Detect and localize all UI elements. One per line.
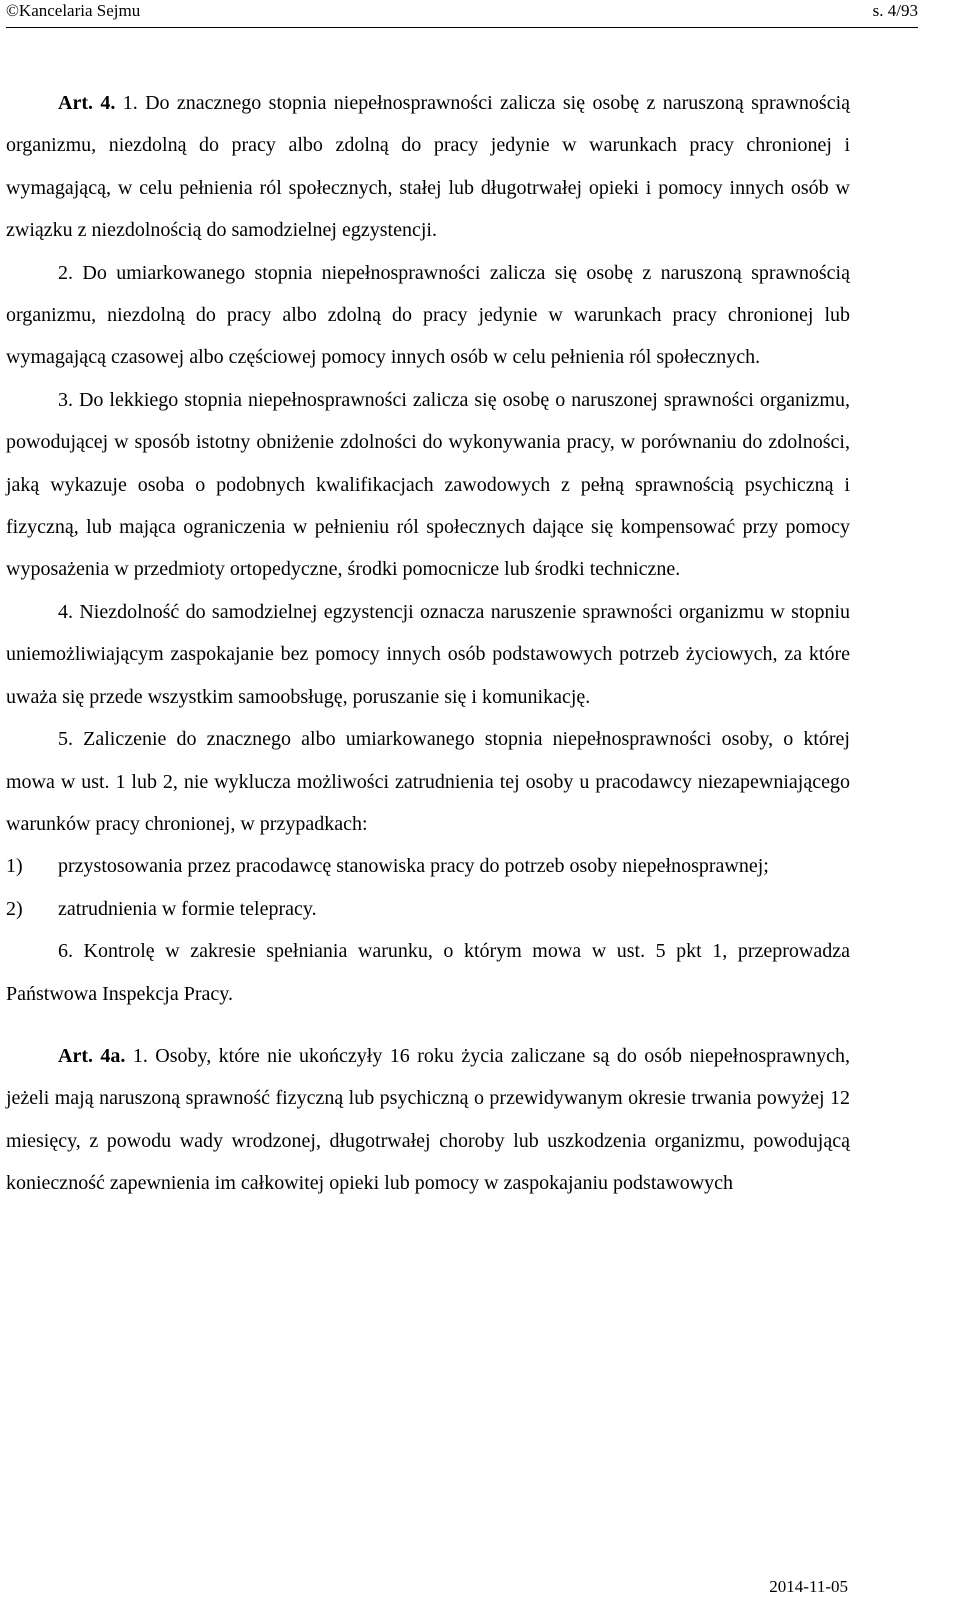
art4-paragraph-1 [6,82,850,252]
list-item-text: przystosowania przez pracodawcę stanowiska pracy do potrzeb osoby niepełnosprawnej; [58,855,769,878]
footer-date: 2014-11-05 [769,1577,848,1596]
list-item [6,888,850,930]
header-page-number: s. 4/93 [872,1,918,20]
art4a-label: Art. 4a. [58,1044,126,1067]
art4-paragraph-2: 2. Do umiarkowanego stopnia niepełnosprawności zalicza się osobę z naruszoną sprawnością organizmu, niezdolną do pracy albo zdolną do pracy jedynie w warunkach pracy chronionej lub wymagającą czasowej albo częściowej pomocy innych osób w celu pełnienia ról społecznych. [6,261,850,369]
document-body [6,82,850,1205]
art4-p1-number: 1. [122,92,138,114]
art4a-paragraph-1 [6,1035,850,1205]
art4-p1-text: Do znacznego stopnia niepełnosprawności zalicza się osobę z naruszoną sprawnością organizmu, niezdolną do pracy albo zdolną do pracy jedynie w warunkach pracy chronionej i wymagającą, w celu pełnienia ról społecznych, stałej lub długotrwałej opieki i pomocy innych osób w związku z niezdolnością do samodzielnej egzystencji. [6,92,851,242]
art4a-p1-text: 1. Osoby, które nie ukończyły 16 roku życia zaliczane są do osób niepełnosprawnych, jeżeli mają naruszoną sprawność fizyczną lub psychiczną o przewidywanym okresie trwania powyżej 12 miesięcy, z powodu wady wrodzonej, długotrwałej choroby lub uszkodzenia organizmu, powodującą konieczność zapewnienia im całkowitej opieki lub pomocy w zaspokajaniu podstawowych [6,1044,850,1195]
header-copyright: ©Kancelaria Sejmu [6,1,141,20]
list-item-text: zatrudnienia w formie telepracy. [58,897,317,920]
list-item [6,845,850,887]
art4-paragraph-3: 3. Do lekkiego stopnia niepełnosprawności zalicza się osobę o naruszonej sprawności organizmu, powodującej w sposób istotny obniżenie zdolności do wykonywania pracy, w porównaniu do zdolności, jaką wykazuje osoba o podobnych kwalifikacjach zawodowych z pełną sprawnością psychiczną i fizyczną, lub mająca ograniczenia w pełnieniu ról społecznych dające się kompensować przy pomocy wyposażenia w przedmioty ortopedyczne, środki pomocnicze lub środki techniczne. [6,388,850,581]
art4-label: Art. 4. [58,92,116,114]
art4-paragraph-4: 4. Niezdolność do samodzielnej egzystencji oznacza naruszenie sprawności organizmu w stopniu uniemożliwiającym zaspokajanie bez pomocy innych osób podstawowych potrzeb życiowych, za które uważa się przede wszystkim samoobsługę, poruszanie się i komunikację. [6,600,850,708]
page-header [6,0,918,26]
header-divider [6,27,918,28]
art4-paragraph-6: 6. Kontrolę w zakresie spełniania warunku, o którym mowa w ust. 5 pkt 1, przeprowadza Państwowa Inspekcja Pracy. [6,940,850,1005]
list-item-number: 2) [6,897,23,920]
art4-paragraph-5: 5. Zaliczenie do znacznego albo umiarkowanego stopnia niepełnosprawności osoby, o której mowa w ust. 1 lub 2, nie wyklucza możliwości zatrudnienia tej osoby u pracodawcy niezapewniającego warunków pracy chronionej, w przypadkach: [6,728,850,835]
list-item-number: 1) [6,855,23,878]
